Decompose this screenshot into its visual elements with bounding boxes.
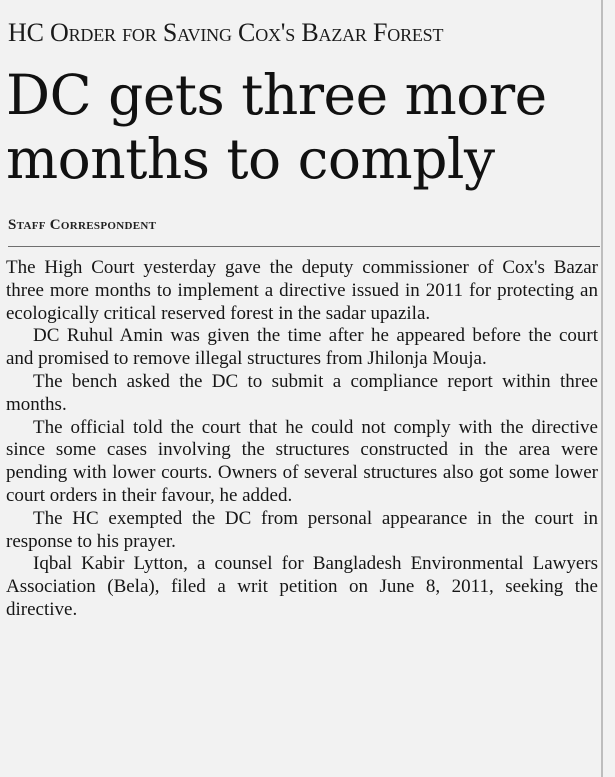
article-body <box>6 257 598 622</box>
paragraph: DC Ruhul Amin was given the time after he appeared before the court and promised to remove illegal structures from Jhilonja Mouja. <box>6 325 598 370</box>
headline-line-2: months to comply <box>6 127 495 191</box>
paragraph: The HC exempted the DC from personal appearance in the court in response to his prayer. <box>6 507 598 552</box>
paragraph: The official told the court that he could not comply with the directive since some cases involving the structures constructed in the area were pending with lower courts. Owners of several structures also got some lower court orders in their favour, he added. <box>6 416 598 506</box>
byline-divider <box>8 246 600 247</box>
headline <box>6 63 601 191</box>
headline-line-1: DC gets three more <box>6 63 547 127</box>
paragraph: The bench asked the DC to submit a compliance report within three months. <box>6 370 598 415</box>
byline: Staff Correspondent <box>8 217 157 233</box>
paragraph: Iqbal Kabir Lytton, a counsel for Bangladesh Environmental Lawyers Association (Bela), filed a writ petition on June 8, 2011, seeking the directive. <box>6 553 598 620</box>
kicker: HC Order for Saving Cox's Bazar Forest <box>8 18 444 47</box>
column-rule <box>601 0 603 777</box>
paragraph: The High Court yesterday gave the deputy commissioner of Cox's Bazar three more months to implement a directive issued in 2011 for protecting an ecologically critical reserved forest in the sadar upazila. <box>6 257 598 324</box>
